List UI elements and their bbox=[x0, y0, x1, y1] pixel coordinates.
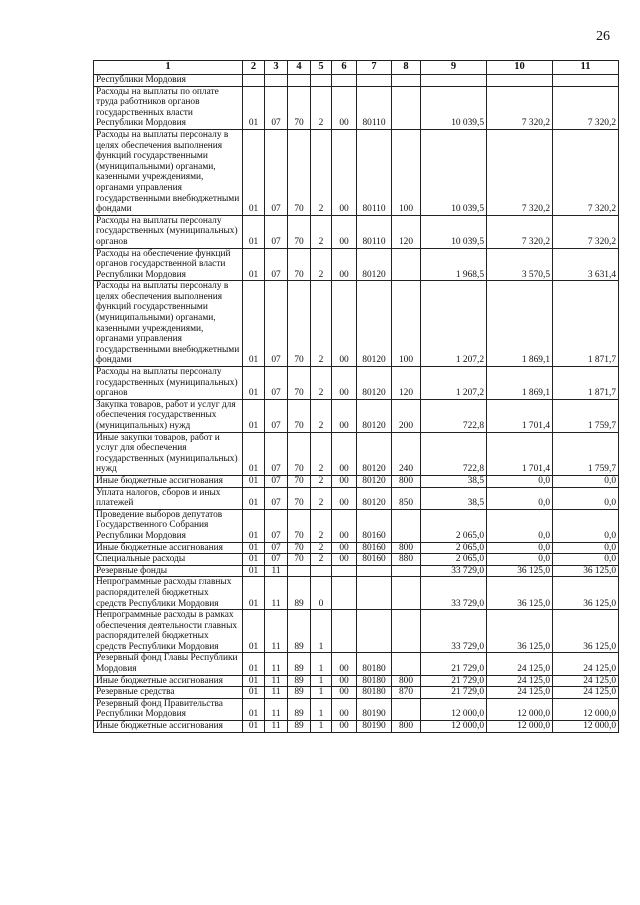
expense-type-code: 850 bbox=[392, 487, 421, 509]
target-code: 80120 bbox=[357, 475, 392, 487]
subprogram-code: 2 bbox=[311, 248, 332, 281]
direction-code bbox=[332, 577, 357, 610]
item-name: Расходы на выплаты персоналу в целях обеспечения выполнения функций государственными (муниципальными) органами, казенными учреждениями, органами управления государственными внебюджетными фондами bbox=[94, 281, 243, 367]
amount-year-2: 1 869,1 bbox=[487, 281, 553, 367]
program-code: 70 bbox=[288, 432, 311, 475]
amount-year-1: 21 729,0 bbox=[421, 675, 487, 687]
subsection-code: 07 bbox=[265, 487, 288, 509]
amount-year-1: 33 729,0 bbox=[421, 577, 487, 610]
amount-year-1: 12 000,0 bbox=[421, 698, 487, 720]
section-code: 01 bbox=[243, 653, 265, 675]
section-code: 01 bbox=[243, 487, 265, 509]
item-name: Непрограммные расходы в рамках обеспечения деятельности главных распорядителей бюджетных средств Республики Мордовия bbox=[94, 610, 243, 653]
table-row bbox=[94, 487, 619, 509]
column-header: 7 bbox=[357, 61, 392, 75]
item-name: Закупка товаров, работ и услуг для обеспечения государственных (муниципальных) нужд bbox=[94, 399, 243, 432]
direction-code bbox=[332, 610, 357, 653]
amount-year-1: 2 065,0 bbox=[421, 509, 487, 542]
subprogram-code: 1 bbox=[311, 687, 332, 699]
column-header: 2 bbox=[243, 61, 265, 75]
amount-year-1: 33 729,0 bbox=[421, 565, 487, 577]
column-header: 6 bbox=[332, 61, 357, 75]
program-code: 70 bbox=[288, 129, 311, 215]
program-code: 89 bbox=[288, 675, 311, 687]
expense-type-code bbox=[392, 577, 421, 610]
section-code: 01 bbox=[243, 281, 265, 367]
section-code: 01 bbox=[243, 399, 265, 432]
table-row bbox=[94, 86, 619, 129]
amount-year-2: 24 125,0 bbox=[487, 653, 553, 675]
column-header: 8 bbox=[392, 61, 421, 75]
direction-code: 00 bbox=[332, 721, 357, 733]
amount-year-2: 24 125,0 bbox=[487, 675, 553, 687]
direction-code: 00 bbox=[332, 129, 357, 215]
amount-year-3: 0,0 bbox=[553, 487, 619, 509]
subprogram-code: 1 bbox=[311, 653, 332, 675]
item-name: Расходы на выплаты персоналу государственных (муниципальных) органов bbox=[94, 367, 243, 400]
target-code: 80190 bbox=[357, 721, 392, 733]
item-name: Непрограммные расходы главных распорядителей бюджетных средств Республики Мордовия bbox=[94, 577, 243, 610]
table-row bbox=[94, 281, 619, 367]
amount-year-3: 0,0 bbox=[553, 475, 619, 487]
expense-type-code: 800 bbox=[392, 542, 421, 554]
amount-year-2: 36 125,0 bbox=[487, 577, 553, 610]
direction-code: 00 bbox=[332, 509, 357, 542]
amount-year-3: 36 125,0 bbox=[553, 565, 619, 577]
subsection-code: 07 bbox=[265, 542, 288, 554]
amount-year-1: 1 207,2 bbox=[421, 367, 487, 400]
subprogram-code: 2 bbox=[311, 399, 332, 432]
amount-year-2: 36 125,0 bbox=[487, 610, 553, 653]
program-code: 89 bbox=[288, 577, 311, 610]
program-code: 70 bbox=[288, 554, 311, 566]
section-code: 01 bbox=[243, 248, 265, 281]
header-row bbox=[94, 61, 619, 75]
target-code: 80160 bbox=[357, 554, 392, 566]
amount-year-2: 7 320,2 bbox=[487, 86, 553, 129]
section-code: 01 bbox=[243, 698, 265, 720]
direction-code: 00 bbox=[332, 542, 357, 554]
direction-code: 00 bbox=[332, 653, 357, 675]
item-name: Резервные фонды bbox=[94, 565, 243, 577]
target-code: 80110 bbox=[357, 86, 392, 129]
target-code: 80180 bbox=[357, 687, 392, 699]
table-row bbox=[94, 610, 619, 653]
amount-year-1: 722,8 bbox=[421, 399, 487, 432]
target-code: 80180 bbox=[357, 653, 392, 675]
section-code: 01 bbox=[243, 542, 265, 554]
item-name: Резервный фонд Правительства Республики Мордовия bbox=[94, 698, 243, 720]
subsection-code: 07 bbox=[265, 475, 288, 487]
direction-code: 00 bbox=[332, 687, 357, 699]
expense-type-code bbox=[392, 653, 421, 675]
table-row bbox=[94, 542, 619, 554]
table-row bbox=[94, 432, 619, 475]
subsection-code: 11 bbox=[265, 675, 288, 687]
program-code: 89 bbox=[288, 721, 311, 733]
subprogram-code: 1 bbox=[311, 675, 332, 687]
subprogram-code: 2 bbox=[311, 509, 332, 542]
subprogram-code: 2 bbox=[311, 487, 332, 509]
amount-year-1 bbox=[421, 75, 487, 87]
amount-year-2: 12 000,0 bbox=[487, 698, 553, 720]
subprogram-code: 2 bbox=[311, 367, 332, 400]
amount-year-3: 0,0 bbox=[553, 542, 619, 554]
amount-year-1: 10 039,5 bbox=[421, 129, 487, 215]
expense-type-code: 100 bbox=[392, 129, 421, 215]
item-name: Иные бюджетные ассигнования bbox=[94, 542, 243, 554]
section-code bbox=[243, 75, 265, 87]
amount-year-3: 7 320,2 bbox=[553, 215, 619, 248]
section-code: 01 bbox=[243, 86, 265, 129]
expense-type-code: 800 bbox=[392, 475, 421, 487]
target-code: 80120 bbox=[357, 487, 392, 509]
table-row bbox=[94, 215, 619, 248]
amount-year-3: 12 000,0 bbox=[553, 721, 619, 733]
program-code: 70 bbox=[288, 475, 311, 487]
expense-type-code bbox=[392, 610, 421, 653]
table-row bbox=[94, 565, 619, 577]
program-code: 89 bbox=[288, 687, 311, 699]
subprogram-code: 2 bbox=[311, 215, 332, 248]
subsection-code: 07 bbox=[265, 509, 288, 542]
target-code: 80120 bbox=[357, 367, 392, 400]
subsection-code: 07 bbox=[265, 432, 288, 475]
section-code: 01 bbox=[243, 215, 265, 248]
subprogram-code: 2 bbox=[311, 432, 332, 475]
section-code: 01 bbox=[243, 675, 265, 687]
direction-code: 00 bbox=[332, 215, 357, 248]
subsection-code: 11 bbox=[265, 577, 288, 610]
table-row bbox=[94, 577, 619, 610]
section-code: 01 bbox=[243, 554, 265, 566]
amount-year-3: 7 320,2 bbox=[553, 86, 619, 129]
amount-year-1: 1 207,2 bbox=[421, 281, 487, 367]
program-code: 70 bbox=[288, 215, 311, 248]
table-row bbox=[94, 675, 619, 687]
subsection-code: 07 bbox=[265, 248, 288, 281]
amount-year-1: 1 968,5 bbox=[421, 248, 487, 281]
item-name: Проведение выборов депутатов Государственного Собрания Республики Мордовия bbox=[94, 509, 243, 542]
amount-year-3: 1 871,7 bbox=[553, 281, 619, 367]
expense-type-code: 240 bbox=[392, 432, 421, 475]
amount-year-3: 36 125,0 bbox=[553, 577, 619, 610]
column-header: 9 bbox=[421, 61, 487, 75]
target-code: 80120 bbox=[357, 432, 392, 475]
amount-year-1: 21 729,0 bbox=[421, 687, 487, 699]
item-name: Расходы на выплаты персоналу в целях обеспечения выполнения функций государственными (муниципальными) органами, казенными учреждениями, органами управления государственными внебюджетными фондами bbox=[94, 129, 243, 215]
amount-year-2: 7 320,2 bbox=[487, 215, 553, 248]
amount-year-2: 24 125,0 bbox=[487, 687, 553, 699]
program-code: 89 bbox=[288, 698, 311, 720]
section-code: 01 bbox=[243, 565, 265, 577]
target-code: 80110 bbox=[357, 129, 392, 215]
column-header: 1 bbox=[94, 61, 243, 75]
subprogram-code: 2 bbox=[311, 554, 332, 566]
expense-type-code bbox=[392, 86, 421, 129]
subsection-code: 07 bbox=[265, 367, 288, 400]
expense-type-code: 120 bbox=[392, 367, 421, 400]
table-body bbox=[94, 75, 619, 733]
table-row bbox=[94, 721, 619, 733]
direction-code bbox=[332, 75, 357, 87]
amount-year-2: 1 869,1 bbox=[487, 367, 553, 400]
amount-year-2: 0,0 bbox=[487, 475, 553, 487]
direction-code: 00 bbox=[332, 248, 357, 281]
table-row bbox=[94, 367, 619, 400]
table-row bbox=[94, 75, 619, 87]
target-code: 80110 bbox=[357, 215, 392, 248]
expense-type-code bbox=[392, 509, 421, 542]
program-code: 70 bbox=[288, 399, 311, 432]
table-row bbox=[94, 554, 619, 566]
item-name: Иные бюджетные ассигнования bbox=[94, 721, 243, 733]
amount-year-3: 24 125,0 bbox=[553, 653, 619, 675]
expense-type-code: 800 bbox=[392, 675, 421, 687]
amount-year-2: 0,0 bbox=[487, 554, 553, 566]
table-row bbox=[94, 698, 619, 720]
direction-code bbox=[332, 565, 357, 577]
subsection-code: 07 bbox=[265, 129, 288, 215]
direction-code: 00 bbox=[332, 399, 357, 432]
target-code: 80120 bbox=[357, 281, 392, 367]
subsection-code: 07 bbox=[265, 215, 288, 248]
section-code: 01 bbox=[243, 432, 265, 475]
program-code: 70 bbox=[288, 367, 311, 400]
amount-year-1: 10 039,5 bbox=[421, 215, 487, 248]
amount-year-1: 12 000,0 bbox=[421, 721, 487, 733]
amount-year-2: 1 701,4 bbox=[487, 399, 553, 432]
column-header: 5 bbox=[311, 61, 332, 75]
subsection-code: 11 bbox=[265, 565, 288, 577]
item-name: Иные бюджетные ассигнования bbox=[94, 675, 243, 687]
column-header: 11 bbox=[553, 61, 619, 75]
direction-code: 00 bbox=[332, 281, 357, 367]
section-code: 01 bbox=[243, 721, 265, 733]
amount-year-3: 1 759,7 bbox=[553, 432, 619, 475]
subprogram-code: 2 bbox=[311, 129, 332, 215]
amount-year-1: 2 065,0 bbox=[421, 542, 487, 554]
section-code: 01 bbox=[243, 509, 265, 542]
subsection-code: 11 bbox=[265, 721, 288, 733]
program-code bbox=[288, 565, 311, 577]
amount-year-2: 3 570,5 bbox=[487, 248, 553, 281]
section-code: 01 bbox=[243, 687, 265, 699]
program-code: 70 bbox=[288, 487, 311, 509]
subprogram-code: 0 bbox=[311, 577, 332, 610]
amount-year-3: 3 631,4 bbox=[553, 248, 619, 281]
amount-year-1: 33 729,0 bbox=[421, 610, 487, 653]
amount-year-3: 12 000,0 bbox=[553, 698, 619, 720]
direction-code: 00 bbox=[332, 675, 357, 687]
expense-type-code bbox=[392, 248, 421, 281]
subprogram-code bbox=[311, 565, 332, 577]
target-code: 80120 bbox=[357, 248, 392, 281]
expense-type-code bbox=[392, 698, 421, 720]
amount-year-2: 0,0 bbox=[487, 542, 553, 554]
section-code: 01 bbox=[243, 475, 265, 487]
page-number: 26 bbox=[596, 29, 610, 44]
column-header: 4 bbox=[288, 61, 311, 75]
amount-year-3: 1 871,7 bbox=[553, 367, 619, 400]
amount-year-1: 2 065,0 bbox=[421, 554, 487, 566]
expense-type-code: 200 bbox=[392, 399, 421, 432]
expense-type-code bbox=[392, 565, 421, 577]
section-code: 01 bbox=[243, 577, 265, 610]
program-code: 70 bbox=[288, 542, 311, 554]
subsection-code: 07 bbox=[265, 86, 288, 129]
item-name: Специальные расходы bbox=[94, 554, 243, 566]
subsection-code: 07 bbox=[265, 554, 288, 566]
expense-type-code: 120 bbox=[392, 215, 421, 248]
amount-year-1: 38,5 bbox=[421, 475, 487, 487]
amount-year-2 bbox=[487, 75, 553, 87]
direction-code: 00 bbox=[332, 432, 357, 475]
amount-year-3: 0,0 bbox=[553, 509, 619, 542]
item-name: Иные бюджетные ассигнования bbox=[94, 475, 243, 487]
item-name: Расходы на обеспечение функций органов государственной власти Республики Мордовия bbox=[94, 248, 243, 281]
amount-year-1: 10 039,5 bbox=[421, 86, 487, 129]
target-code: 80160 bbox=[357, 542, 392, 554]
direction-code: 00 bbox=[332, 487, 357, 509]
table-row bbox=[94, 687, 619, 699]
item-name: Расходы на выплаты персоналу государственных (муниципальных) органов bbox=[94, 215, 243, 248]
amount-year-2: 12 000,0 bbox=[487, 721, 553, 733]
section-code: 01 bbox=[243, 367, 265, 400]
direction-code: 00 bbox=[332, 554, 357, 566]
direction-code: 00 bbox=[332, 475, 357, 487]
amount-year-2: 36 125,0 bbox=[487, 565, 553, 577]
item-name: Иные закупки товаров, работ и услуг для обеспечения государственных (муниципальных) нужд bbox=[94, 432, 243, 475]
subprogram-code: 2 bbox=[311, 542, 332, 554]
amount-year-3: 36 125,0 bbox=[553, 610, 619, 653]
expense-type-code: 880 bbox=[392, 554, 421, 566]
subsection-code: 07 bbox=[265, 399, 288, 432]
budget-table bbox=[93, 60, 619, 733]
program-code: 89 bbox=[288, 653, 311, 675]
amount-year-1: 21 729,0 bbox=[421, 653, 487, 675]
expense-type-code: 100 bbox=[392, 281, 421, 367]
program-code: 70 bbox=[288, 86, 311, 129]
program-code: 70 bbox=[288, 248, 311, 281]
subsection-code: 11 bbox=[265, 687, 288, 699]
amount-year-2: 7 320,2 bbox=[487, 129, 553, 215]
item-name: Республики Мордовия bbox=[94, 75, 243, 87]
amount-year-1: 38,5 bbox=[421, 487, 487, 509]
amount-year-3: 1 759,7 bbox=[553, 399, 619, 432]
program-code: 89 bbox=[288, 610, 311, 653]
amount-year-3 bbox=[553, 75, 619, 87]
target-code: 80160 bbox=[357, 509, 392, 542]
subprogram-code: 1 bbox=[311, 698, 332, 720]
subprogram-code: 2 bbox=[311, 475, 332, 487]
table-row bbox=[94, 509, 619, 542]
table-row bbox=[94, 475, 619, 487]
expense-type-code: 870 bbox=[392, 687, 421, 699]
subprogram-code: 1 bbox=[311, 721, 332, 733]
amount-year-2: 1 701,4 bbox=[487, 432, 553, 475]
direction-code: 00 bbox=[332, 698, 357, 720]
target-code: 80120 bbox=[357, 399, 392, 432]
target-code bbox=[357, 610, 392, 653]
table-row bbox=[94, 399, 619, 432]
subprogram-code: 2 bbox=[311, 281, 332, 367]
table-row bbox=[94, 248, 619, 281]
table-row bbox=[94, 129, 619, 215]
subprogram-code: 2 bbox=[311, 86, 332, 129]
amount-year-3: 24 125,0 bbox=[553, 675, 619, 687]
subsection-code: 11 bbox=[265, 610, 288, 653]
amount-year-3: 24 125,0 bbox=[553, 687, 619, 699]
program-code: 70 bbox=[288, 509, 311, 542]
direction-code: 00 bbox=[332, 367, 357, 400]
subsection-code: 11 bbox=[265, 653, 288, 675]
item-name: Резервный фонд Главы Республики Мордовия bbox=[94, 653, 243, 675]
subsection-code: 11 bbox=[265, 698, 288, 720]
target-code: 80190 bbox=[357, 698, 392, 720]
target-code bbox=[357, 565, 392, 577]
column-header: 10 bbox=[487, 61, 553, 75]
amount-year-2: 0,0 bbox=[487, 487, 553, 509]
subprogram-code bbox=[311, 75, 332, 87]
expense-type-code bbox=[392, 75, 421, 87]
item-name: Уплата налогов, сборов и иных платежей bbox=[94, 487, 243, 509]
item-name: Резервные средства bbox=[94, 687, 243, 699]
item-name: Расходы на выплаты по оплате труда работников органов государственных власти Республики Мордовия bbox=[94, 86, 243, 129]
amount-year-3: 7 320,2 bbox=[553, 129, 619, 215]
table-row bbox=[94, 653, 619, 675]
direction-code: 00 bbox=[332, 86, 357, 129]
section-code: 01 bbox=[243, 610, 265, 653]
program-code: 70 bbox=[288, 281, 311, 367]
subsection-code: 07 bbox=[265, 281, 288, 367]
target-code: 80180 bbox=[357, 675, 392, 687]
expense-type-code: 800 bbox=[392, 721, 421, 733]
subprogram-code: 1 bbox=[311, 610, 332, 653]
program-code bbox=[288, 75, 311, 87]
amount-year-1: 722,8 bbox=[421, 432, 487, 475]
subsection-code bbox=[265, 75, 288, 87]
amount-year-3: 0,0 bbox=[553, 554, 619, 566]
target-code bbox=[357, 577, 392, 610]
amount-year-2: 0,0 bbox=[487, 509, 553, 542]
section-code: 01 bbox=[243, 129, 265, 215]
target-code bbox=[357, 75, 392, 87]
column-header: 3 bbox=[265, 61, 288, 75]
